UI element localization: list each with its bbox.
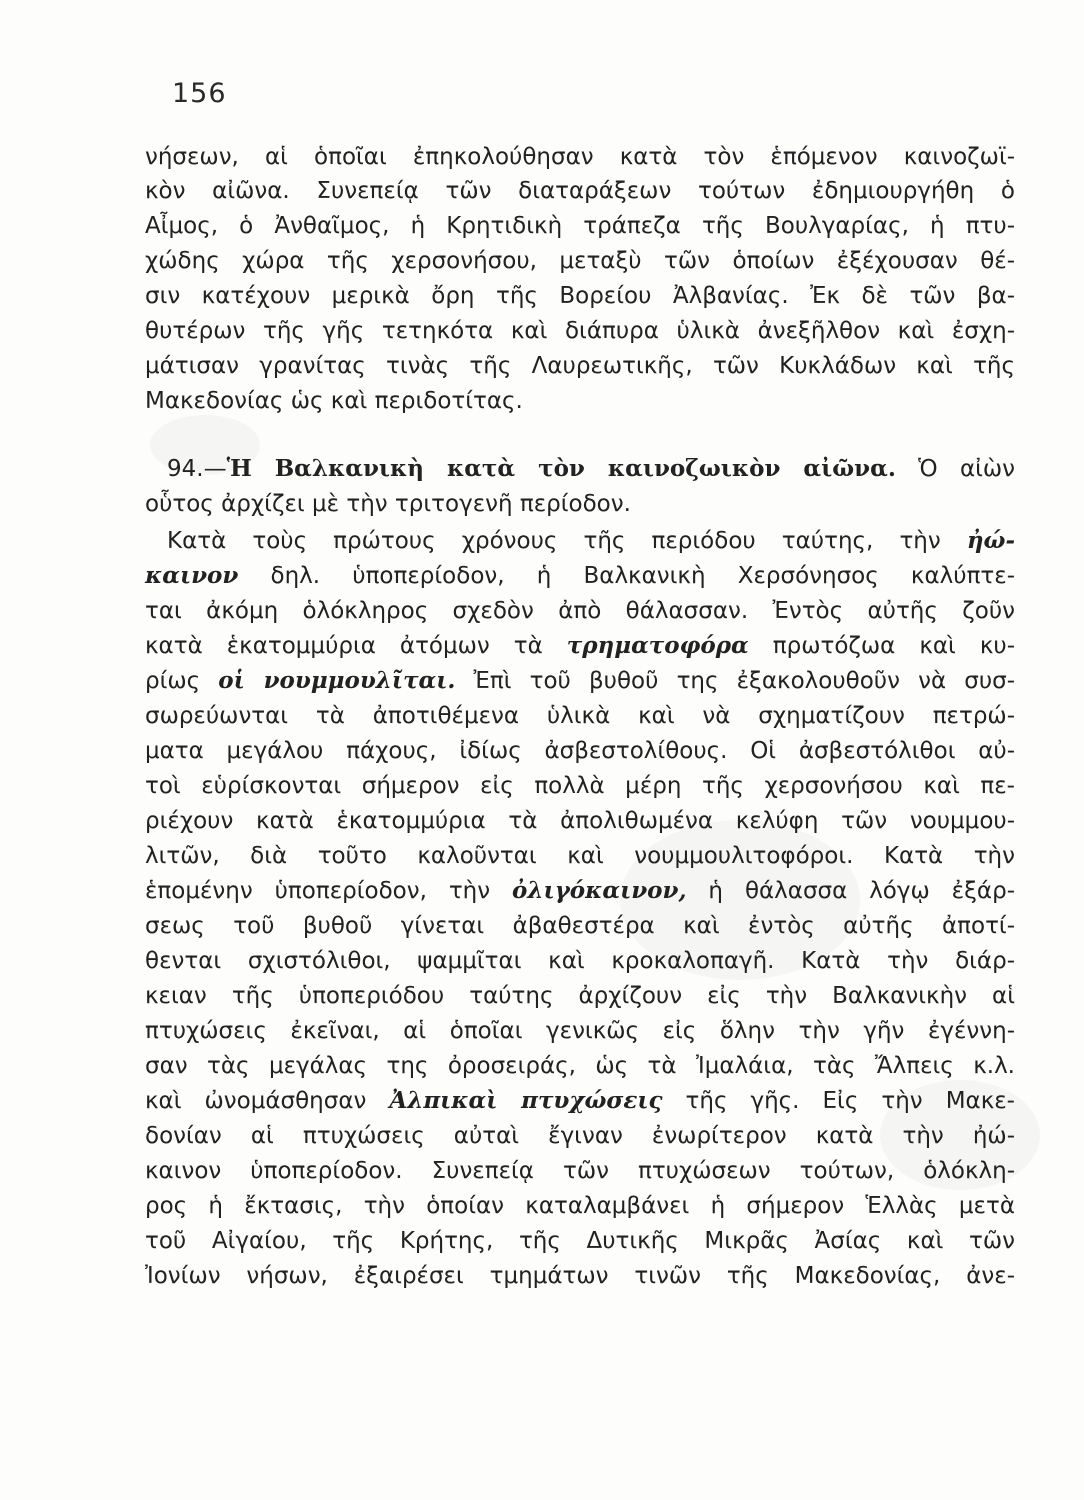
text-line: ται ἀκόμη ὁλόκληρος σχεδὸν ἀπὸ θάλασσαν. Ἐντὸς αὐτῆς ζοῦν — [145, 598, 1015, 624]
section-title: Ἡ Βαλκανικὴ κατὰ τὸν καινοζωικὸν αἰῶνα. — [226, 455, 896, 482]
text-line — [145, 629, 1015, 663]
text-line: θυτέρων τῆς γῆς τετηκότα καὶ διάπυρα ὑλικὰ ἀνεξῆλθον καὶ ἐσχη- — [145, 318, 1015, 344]
section-title-rest: Ὁ αἰὼν — [895, 456, 1015, 482]
text-line: τοῦ Αἰγαίου, τῆς Κρήτης, τῆς Δυτικῆς Μικρᾶς Ἀσίας καὶ τῶν — [145, 1228, 1015, 1254]
text-line — [145, 874, 1015, 908]
text-span: δηλ. ὑποπερίοδον, ἡ Βαλκανικὴ Χερσόνησος καλύπτε- — [238, 563, 1015, 589]
term-nummulites: οἱ νουμμουλῖται. — [218, 667, 456, 694]
text-line: ματα μεγάλου πάχους, ἰδίως ἀσβεστολίθους. Οἱ ἀσβεστόλιθοι αὐ- — [145, 738, 1015, 764]
text-line: κὸν αἰῶνα. Συνεπείᾳ τῶν διαταράξεων τούτων ἐδημιουργήθη ὁ — [145, 178, 1015, 204]
text-line: καινον ὑποπερίοδον. Συνεπείᾳ τῶν πτυχώσεων τούτων, ὁλόκλη- — [145, 1158, 1015, 1184]
text-line — [145, 664, 1015, 698]
text-line: οὗτος ἀρχίζει μὲ τὴν τριτογενῆ περίοδον. — [145, 491, 631, 517]
term-foraminifera: τρηματοφόρα — [566, 632, 749, 659]
text-line: Αἶμος, ὁ Ἀνθαῖμος, ἡ Κρητιδικὴ τράπεζα τῆς Βουλγαρίας, ἡ πτυ- — [145, 213, 1015, 239]
page-number: 156 — [172, 78, 227, 109]
text-span: Κατὰ τοὺς πρώτους χρόνους τῆς περιόδου ταύτης, τὴν — [167, 528, 967, 554]
text-line: Μακεδονίας ὡς καὶ περιδοτίτας. — [145, 388, 523, 414]
text-line: νήσεων, αἱ ὁποῖαι ἐπηκολούθησαν κατὰ τὸν ἑπόμενον καινοζωϊ- — [145, 144, 1015, 170]
text-line: σιν κατέχουν μερικὰ ὄρη τῆς Βορείου Ἀλβανίας. Ἐκ δὲ τῶν βα- — [145, 283, 1015, 309]
text-line: ρος ἡ ἔκτασις, τὴν ὁποίαν καταλαμβάνει ἡ σήμερον Ἑλλὰς μετὰ — [145, 1193, 1015, 1219]
text-line: ριέχουν κατὰ ἑκατομμύρια τὰ ἀπολιθωμένα κελύφη τῶν νουμμου- — [145, 808, 1015, 834]
text-span: Ἐπὶ τοῦ βυθοῦ της ἐξακολουθοῦν νὰ συσ- — [455, 668, 1016, 694]
text-line: χώδης χώρα τῆς χερσονήσου, μεταξὺ τῶν ὁποίων ἐξέχουσαν θέ- — [145, 248, 1015, 274]
text-line: κειαν τῆς ὑποπεριόδου ταύτης ἀρχίζουν εἰς τὴν Βαλκανικὴν αἱ — [145, 983, 1015, 1009]
text-line: λιτῶν, διὰ τοῦτο καλοῦνται καὶ νουμμουλιτοφόροι. Κατὰ τὴν — [145, 843, 1015, 869]
text-line: μάτισαν γρανίτας τινὰς τῆς Λαυρεωτικῆς, τῶν Κυκλάδων καὶ τῆς — [145, 353, 1015, 379]
text-line: θενται σχιστόλιθοι, ψαμμῖται καὶ κροκαλοπαγῆ. Κατὰ τὴν διάρ- — [145, 948, 1015, 974]
text-line: σωρεύωνται τὰ ἀποτιθέμενα ὑλικὰ καὶ νὰ σχηματίζουν πετρώ- — [145, 703, 1015, 729]
text-line: Ἰονίων νήσων, ἐξαιρέσει τμημάτων τινῶν τῆς Μακεδονίας, ἀνε- — [145, 1263, 1015, 1289]
text-span: ἑπομένην ὑποπερίοδον, τὴν — [145, 878, 513, 904]
text-span: τῆς γῆς. Εἰς τὴν Μακε- — [662, 1088, 1015, 1114]
section-number: 94.— — [167, 456, 227, 482]
text-line: σαν τὰς μεγάλας της ὀροσειράς, ὡς τὰ Ἰμαλάια, τὰς Ἄλπεις κ.λ. — [145, 1053, 1015, 1079]
term-oligocene: ὀλιγόκαινον, — [512, 877, 687, 904]
term-alpine-folding: Ἀλπικαὶ πτυχώσεις — [389, 1087, 663, 1114]
section-heading — [167, 452, 1015, 486]
text-span: καὶ ὠνομάσθησαν — [145, 1088, 390, 1114]
text-line — [145, 1084, 1015, 1118]
term-eocene: ἠώ- — [966, 527, 1015, 554]
term-eocene-cont: καινον — [145, 562, 239, 589]
text-line — [167, 524, 1015, 558]
text-line: δονίαν αἱ πτυχώσεις αὐταὶ ἔγιναν ἐνωρίτερον κατὰ τὴν ἠώ- — [145, 1123, 1015, 1149]
text-line: τοὶ εὑρίσκονται σήμερον εἰς πολλὰ μέρη τῆς χερσονήσου καὶ πε- — [145, 773, 1015, 799]
text-line: σεως τοῦ βυθοῦ γίνεται ἀβαθεστέρα καὶ ἐντὸς αὐτῆς ἀποτί- — [145, 913, 1015, 939]
text-span: πρωτόζωα καὶ κυ- — [748, 633, 1016, 659]
text-line: πτυχώσεις ἐκεῖναι, αἱ ὁποῖαι γενικῶς εἰς ὅλην τὴν γῆν ἐγέννη- — [145, 1018, 1015, 1044]
text-span: ἡ θάλασσα λόγῳ ἐξάρ- — [686, 878, 1015, 904]
text-span: ρίως — [145, 668, 219, 694]
text-span: κατὰ ἑκατομμύρια ἀτόμων τὰ — [145, 633, 567, 659]
text-line — [145, 559, 1015, 593]
